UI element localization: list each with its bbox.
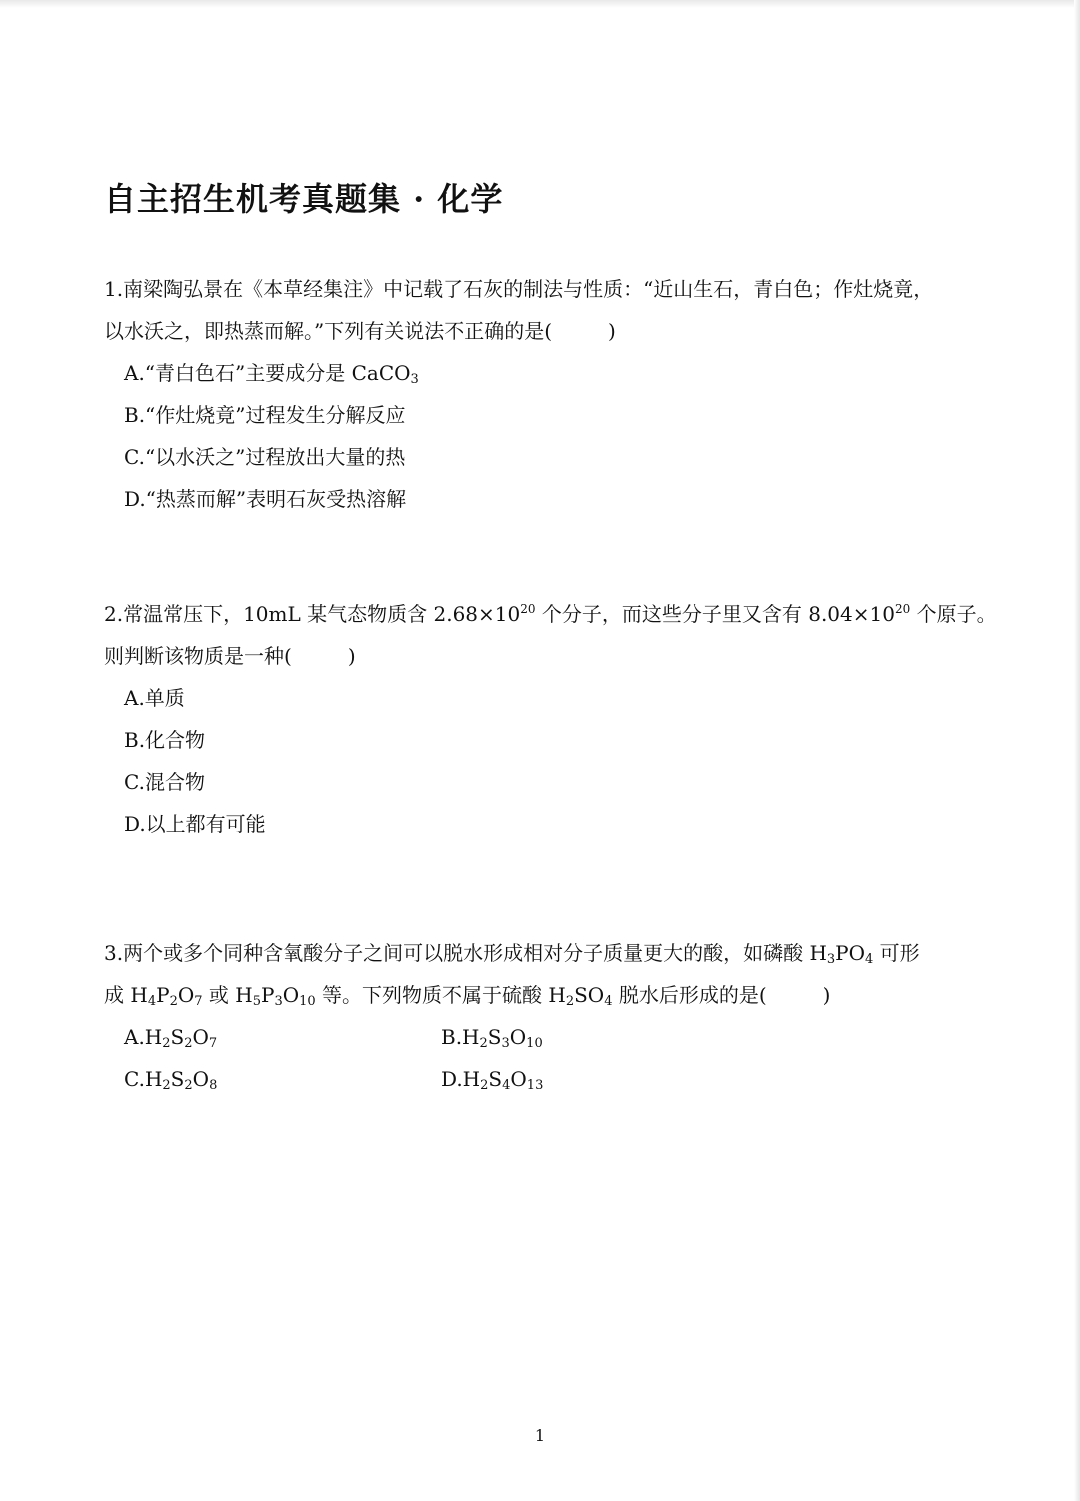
subscript: 2	[184, 1036, 193, 1051]
formula-text: A.H	[124, 1025, 163, 1049]
stem-text: 可形	[873, 941, 920, 965]
option-b: B.化合物	[124, 728, 206, 752]
question-1-stem-line-1: 1.南梁陶弘景在《本草经集注》中记载了石灰的制法与性质：“近山生石，青白色；作灶烧竟，	[104, 277, 934, 301]
formula-text: O	[509, 1025, 527, 1049]
option-a: A.单质	[124, 686, 185, 710]
close-paren: )	[822, 983, 831, 1007]
stem-text: PO	[835, 941, 866, 965]
subscript: 2	[479, 1036, 488, 1051]
option-d: D.“热蒸而解”表明石灰受热溶解	[124, 487, 407, 511]
formula-text: S	[170, 1067, 185, 1091]
superscript: 20	[520, 602, 536, 616]
close-paren: )	[347, 644, 356, 668]
option-c: C.“以水沃之”过程放出大量的热	[124, 445, 406, 469]
stem-text: 则判断该物质是一种(	[104, 644, 292, 668]
formula-text: C.H	[124, 1067, 163, 1091]
stem-text: P	[260, 983, 275, 1007]
subscript: 3	[826, 952, 836, 967]
superscript: 20	[894, 602, 911, 616]
option-b	[441, 1016, 758, 1058]
formula-text: O	[192, 1067, 210, 1091]
stem-text: O	[282, 983, 300, 1007]
stem-text: P	[156, 983, 170, 1007]
option-d: D.以上都有可能	[124, 812, 266, 836]
formula-text: B.H	[441, 1025, 480, 1049]
close-paren: )	[608, 319, 616, 343]
formula-text: O	[510, 1067, 527, 1091]
subscript: 7	[194, 994, 203, 1009]
page-top-edge	[0, 0, 1080, 8]
option-a-text: A.“青白色石”主要成分是 CaCO	[124, 361, 411, 385]
subscript: 2	[162, 1078, 171, 1093]
option-c	[124, 1058, 441, 1100]
question-3-stem-line-1	[104, 932, 984, 974]
formula-text: O	[192, 1025, 209, 1049]
question-1-stem-text: 以水沃之，即热蒸而解。”下列有关说法不正确的是(	[104, 319, 553, 343]
formula-text: S	[488, 1067, 503, 1091]
option-d	[441, 1058, 758, 1100]
question-1-stem	[104, 268, 984, 352]
question-2-options	[124, 677, 984, 845]
question-3-stem-line-2	[104, 974, 984, 1016]
question-2-stem	[104, 593, 997, 677]
question-1-stem-line-2	[104, 310, 984, 352]
question-2-stem-line-1	[104, 593, 997, 635]
question-1-options	[124, 352, 984, 520]
subscript: 2	[184, 1078, 193, 1093]
subscript: 2	[162, 1036, 171, 1051]
subscript: 3	[501, 1036, 510, 1051]
option-c: C.混合物	[124, 770, 205, 794]
question-2	[104, 593, 997, 845]
page-number: 1	[534, 1426, 546, 1445]
subscript: 4	[502, 1078, 511, 1093]
subscript: 4	[604, 994, 613, 1009]
subscript: 10	[526, 1036, 543, 1051]
question-3	[104, 932, 984, 1100]
formula-text: S	[487, 1025, 502, 1049]
option-b: B.“作灶烧竟”过程发生分解反应	[124, 403, 406, 427]
stem-text: 脱水后形成的是(	[612, 983, 767, 1007]
stem-text: 个原子。	[910, 602, 997, 626]
subscript: 4	[147, 994, 157, 1009]
subscript: 5	[252, 994, 261, 1009]
page-title: 自主招生机考真题集 · 化学	[104, 180, 504, 218]
subscript: 3	[274, 994, 283, 1009]
option-a	[124, 1016, 441, 1058]
stem-text: 3.两个或多个同种含氧酸分子之间可以脱水形成相对分子质量更大的酸，如磷酸 H	[104, 941, 827, 965]
subscript: 8	[209, 1078, 218, 1093]
stem-text: SO	[574, 983, 605, 1007]
subscript: 4	[865, 952, 874, 967]
subscript: 10	[299, 994, 316, 1009]
question-3-stem	[104, 932, 984, 1016]
stem-text: 成 H	[104, 983, 148, 1007]
question-3-options	[124, 1016, 984, 1100]
subscript: 7	[208, 1036, 218, 1051]
formula-text: D.H	[441, 1067, 481, 1091]
question-2-stem-line-2	[104, 635, 984, 677]
subscript: 2	[565, 994, 575, 1009]
subscript: 3	[410, 372, 419, 387]
page-right-edge	[1074, 0, 1080, 1501]
stem-text: O	[177, 983, 195, 1007]
subscript: 13	[526, 1078, 544, 1093]
formula-text: S	[170, 1025, 185, 1049]
stem-text: 个分子，而这些分子里又含有 8.04×10	[535, 602, 895, 626]
stem-text: 2.常温常压下，10mL 某气态物质含 2.68×10	[104, 602, 521, 626]
subscript: 2	[169, 994, 178, 1009]
option-a	[124, 352, 984, 394]
subscript: 2	[480, 1078, 489, 1093]
stem-text: 或 H	[202, 983, 253, 1007]
stem-text: 等。下列物质不属于硫酸 H	[315, 983, 566, 1007]
question-1	[104, 268, 984, 520]
